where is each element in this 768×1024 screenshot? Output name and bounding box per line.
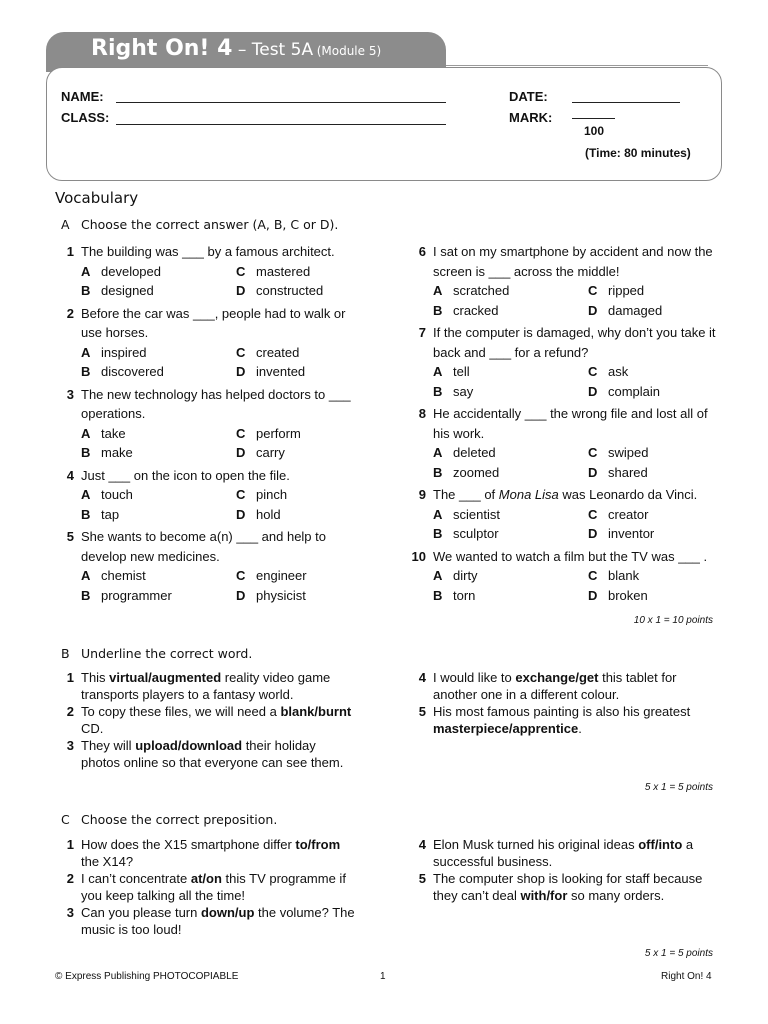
answer-options — [433, 362, 718, 401]
option-c[interactable]: C swiped — [588, 445, 649, 460]
footer-copyright: © Express Publishing PHOTOCOPIABLE — [55, 971, 239, 982]
answer-options — [81, 485, 356, 524]
question-text: The building was ___ by a famous architect. — [81, 244, 335, 259]
question-text: The ___ of Mona Lisa was Leonardo da Vinci. — [433, 487, 698, 502]
option-b[interactable]: B sculptor — [433, 526, 499, 541]
question-number: 2 — [66, 305, 74, 321]
question-5 — [56, 527, 356, 605]
option-a[interactable]: A scientist — [433, 506, 500, 522]
question-number: 9 — [418, 487, 426, 502]
option-b[interactable]: B make — [81, 445, 133, 460]
question-text: She wants to become a(n) ___ and help to develop new medicines. — [81, 529, 326, 564]
option-b[interactable]: B cracked — [433, 302, 499, 318]
section-b-item-4: 4 I would like to exchange/get this tablet for another one in a different colour. — [418, 670, 677, 702]
option-c[interactable]: C creator — [588, 506, 649, 522]
module-label: (Module 5) — [316, 44, 382, 58]
option-d[interactable]: D carry — [236, 445, 285, 460]
answer-options — [433, 566, 718, 605]
option-b[interactable]: B torn — [433, 587, 476, 603]
section-a-right-column — [408, 242, 718, 605]
question-text: I sat on my smartphone by accident and now the screen is ___ across the middle! — [433, 244, 713, 279]
option-b[interactable]: B tap — [81, 506, 120, 522]
option-a[interactable]: A developed — [81, 263, 161, 279]
section-a-heading — [61, 217, 338, 232]
answer-options — [81, 262, 356, 301]
name-label: NAME: — [61, 89, 104, 104]
section-b-left-column — [56, 669, 356, 771]
section-c-instruction: Choose the correct preposition. — [81, 812, 278, 827]
section-b-letter: B — [61, 646, 70, 661]
section-a-left-column — [56, 242, 356, 605]
question-3 — [56, 385, 356, 463]
question-number: 1 — [66, 244, 74, 259]
option-a[interactable]: A inspired — [81, 344, 147, 360]
section-b-heading — [61, 646, 252, 661]
question-number: 8 — [418, 406, 426, 421]
footer-book-title: Right On! 4 — [661, 971, 712, 982]
name-field[interactable] — [116, 102, 446, 103]
option-c[interactable]: C pinch — [236, 487, 288, 502]
option-a[interactable]: A scratched — [433, 283, 510, 298]
section-c-item-4: 4 Elon Musk turned his original ideas off/into a successful business. — [418, 837, 694, 869]
question-number: 4 — [66, 467, 74, 483]
option-d[interactable]: D complain — [588, 383, 661, 399]
question-text: The new technology has helped doctors to ___ operations. — [81, 386, 351, 421]
section-b-instruction: Underline the correct word. — [81, 646, 253, 661]
section-c-heading — [61, 812, 277, 827]
class-field[interactable] — [116, 124, 446, 125]
question-text: We wanted to watch a film but the TV was ___ . — [433, 548, 708, 564]
section-c-item-5: 5 The computer shop is looking for staff because they can’t deal with/for so many orders. — [418, 871, 703, 903]
question-text: If the computer is damaged, why don’t you take it back and ___ for a refund? — [433, 325, 716, 360]
page-number: 1 — [380, 971, 386, 982]
option-d[interactable]: D physicist — [236, 587, 306, 603]
vocabulary-title: Vocabulary — [55, 189, 139, 207]
section-a-points: 10 x 1 = 10 points — [633, 615, 713, 626]
option-d[interactable]: D damaged — [588, 302, 663, 318]
option-a[interactable]: A dirty — [433, 568, 478, 583]
section-c-item-1: 1 How does the X15 smartphone differ to/from the X14? — [66, 837, 341, 869]
section-b-points: 5 x 1 = 5 points — [644, 782, 713, 793]
option-c[interactable]: C created — [236, 344, 300, 360]
section-c-left-column — [56, 836, 356, 938]
option-d[interactable]: D shared — [588, 464, 648, 480]
question-text: He accidentally ___ the wrong file and lost all of his work. — [433, 406, 708, 441]
answer-options — [81, 343, 356, 382]
question-8 — [408, 404, 718, 482]
section-b-item-5: 5 His most famous painting is also his greatest masterpiece/apprentice. — [418, 704, 691, 736]
test-title — [91, 34, 381, 64]
question-number: 6 — [418, 244, 426, 259]
option-a[interactable]: A chemist — [81, 568, 146, 583]
question-number: 10 — [411, 548, 426, 564]
mark-label: MARK: — [509, 110, 553, 125]
option-d[interactable]: D invented — [236, 364, 306, 379]
option-c[interactable]: C ripped — [588, 283, 645, 298]
option-a[interactable]: A tell — [433, 364, 470, 379]
question-4 — [56, 466, 356, 525]
option-d[interactable]: D constructed — [236, 283, 324, 298]
question-number: 7 — [418, 325, 426, 340]
section-a-instruction: Choose the correct answer (A, B, C or D). — [81, 217, 339, 232]
answer-options — [433, 281, 718, 320]
question-text: Before the car was ___, people had to walk or use horses. — [81, 305, 346, 340]
section-c-item-2: 2 I can’t concentrate at/on this TV programme if you keep talking all the time! — [66, 871, 346, 903]
date-label: DATE: — [509, 89, 548, 104]
test-name: – Test 5A — [232, 40, 314, 60]
question-2 — [56, 304, 356, 382]
option-b[interactable]: B say — [433, 383, 474, 399]
option-b[interactable]: B zoomed — [433, 464, 500, 480]
answer-options — [433, 443, 718, 482]
brand-title: Right On! 4 — [91, 36, 233, 61]
option-d[interactable]: D hold — [236, 506, 281, 522]
section-a-letter: A — [61, 217, 70, 232]
option-a[interactable]: A deleted — [433, 445, 496, 460]
question-7 — [408, 323, 718, 401]
section-c-letter: C — [61, 812, 70, 827]
question-number: 5 — [66, 529, 74, 544]
option-c[interactable]: C blank — [588, 568, 640, 583]
section-c-item-3: 3 Can you please turn down/up the volume? The music is too loud! — [66, 905, 355, 937]
time-limit: (Time: 80 minutes) — [585, 146, 691, 160]
header-rule — [446, 65, 708, 66]
question-10 — [408, 547, 718, 606]
option-d[interactable]: D broken — [588, 587, 648, 603]
option-a[interactable]: A touch — [81, 487, 133, 502]
mark-total: 100 — [584, 124, 605, 138]
date-field[interactable] — [572, 102, 680, 103]
section-c-points: 5 x 1 = 5 points — [644, 948, 713, 959]
question-number: 3 — [66, 386, 74, 402]
option-d[interactable]: D inventor — [588, 526, 655, 541]
option-b[interactable]: B designed — [81, 283, 154, 298]
section-b-right-column — [408, 669, 708, 737]
option-c[interactable]: C ask — [588, 364, 629, 379]
answer-options — [81, 424, 356, 463]
section-b-item-2: 2 To copy these files, we will need a blank/burnt CD. — [66, 704, 352, 736]
section-b-item-3: 3 They will upload/download their holiday photos online so that everyone can see them. — [66, 738, 344, 770]
option-b[interactable]: B discovered — [81, 364, 164, 379]
question-1 — [56, 242, 356, 301]
option-a[interactable]: A take — [81, 425, 126, 441]
option-c[interactable]: C perform — [236, 425, 301, 441]
mark-field[interactable] — [572, 118, 615, 119]
option-c[interactable]: C mastered — [236, 263, 311, 279]
class-label: CLASS: — [61, 110, 110, 125]
option-b[interactable]: B programmer — [81, 587, 172, 603]
question-6 — [408, 242, 718, 320]
answer-options — [81, 566, 356, 605]
question-9 — [408, 485, 718, 544]
answer-options — [433, 505, 718, 544]
option-c[interactable]: C engineer — [236, 568, 307, 583]
section-b-item-1: 1 This virtual/augmented reality video game transports players to a fantasy world. — [66, 670, 331, 702]
question-text: Just ___ on the icon to open the file. — [81, 467, 290, 483]
section-c-right-column — [408, 836, 708, 904]
